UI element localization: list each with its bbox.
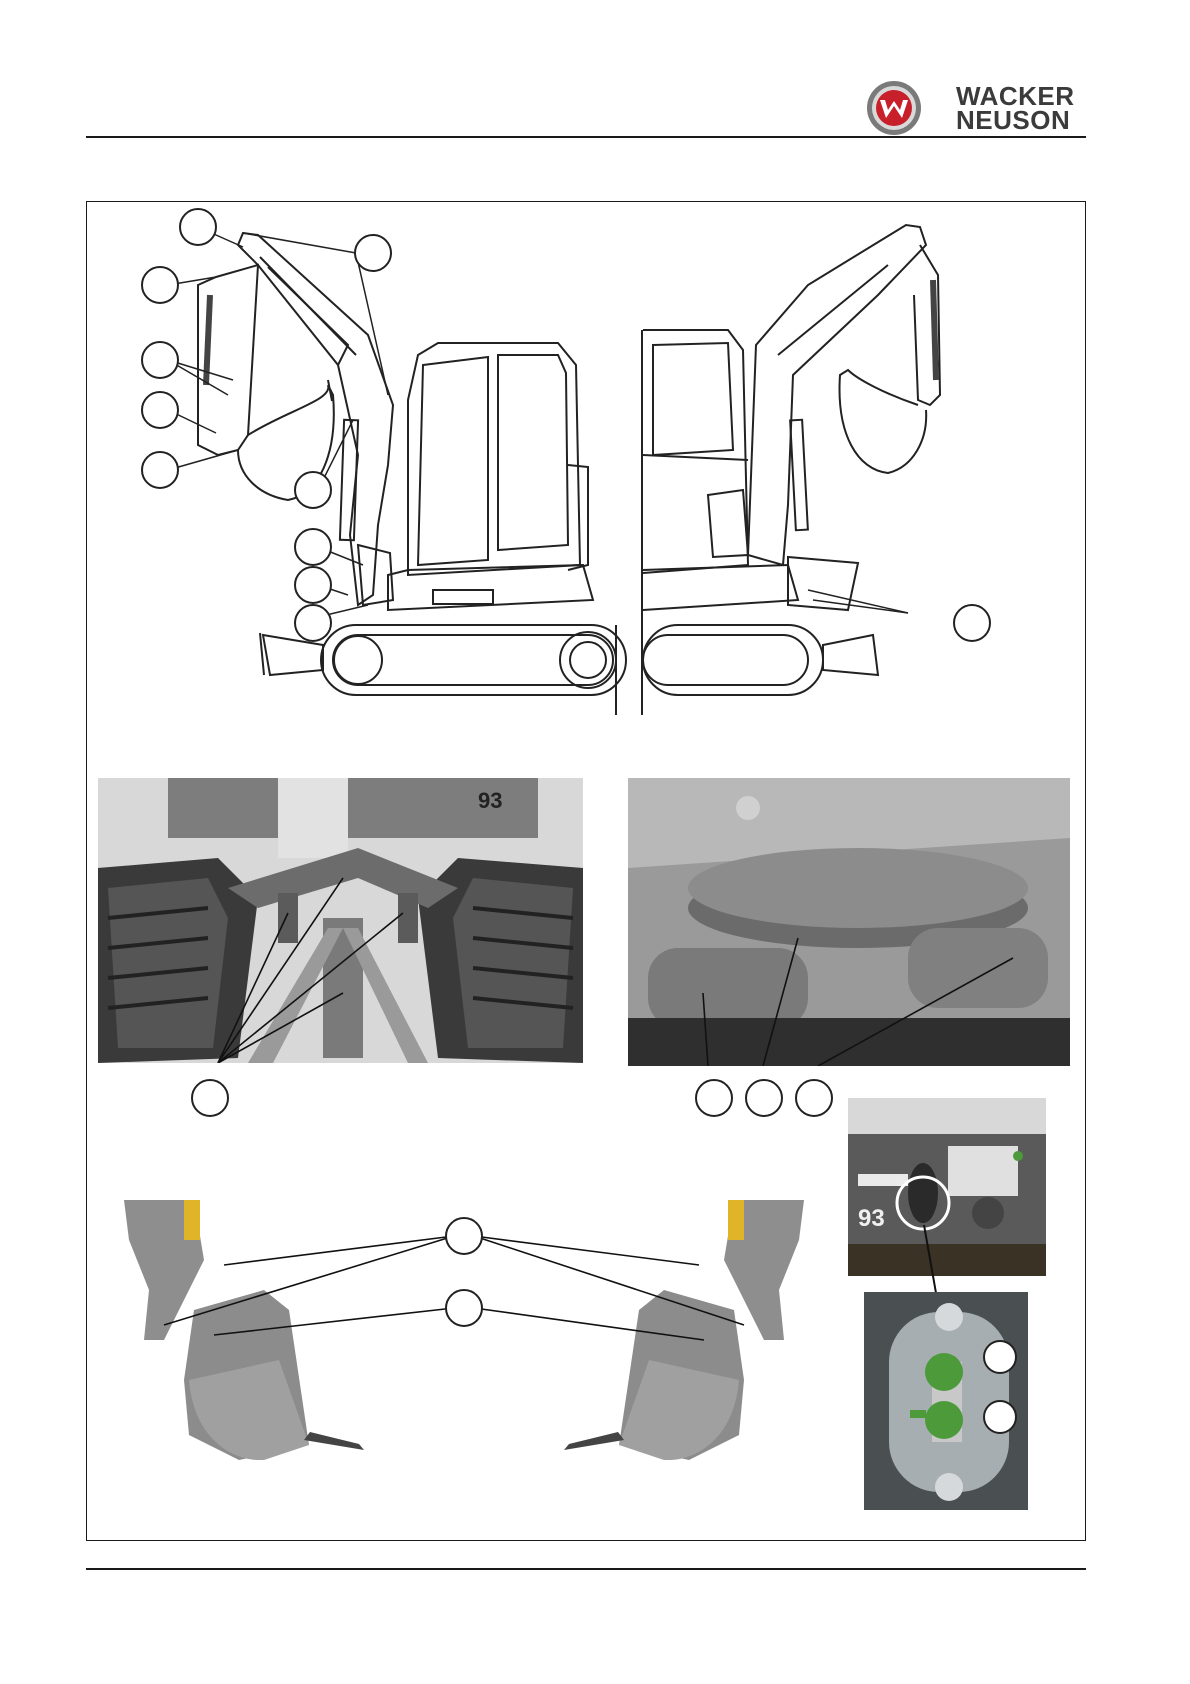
footer-rule [86, 1568, 1086, 1570]
zoom-leader [920, 1225, 940, 1295]
undercarriage-photo [98, 778, 583, 1063]
callout-swing-bearing [694, 1078, 834, 1118]
swing-bearing-photo [628, 778, 1070, 1066]
grease-panel-photo [848, 1098, 1046, 1276]
machine-number-label: 93 [478, 788, 503, 813]
excavator-line-drawing [88, 205, 1084, 745]
callout-undercarriage [190, 1078, 230, 1118]
grease-nipple-closeup-photo [864, 1292, 1028, 1510]
machine-number-label-right: 93 [858, 1205, 885, 1232]
brand-wordmark [956, 81, 1075, 135]
quick-coupler-photos [104, 1200, 824, 1460]
wacker-neuson-logo-icon [866, 80, 922, 136]
header-rule [86, 136, 1086, 138]
brand-name-line1: WACKER [956, 81, 1075, 111]
brand-name-line2: NEUSON [956, 105, 1071, 135]
